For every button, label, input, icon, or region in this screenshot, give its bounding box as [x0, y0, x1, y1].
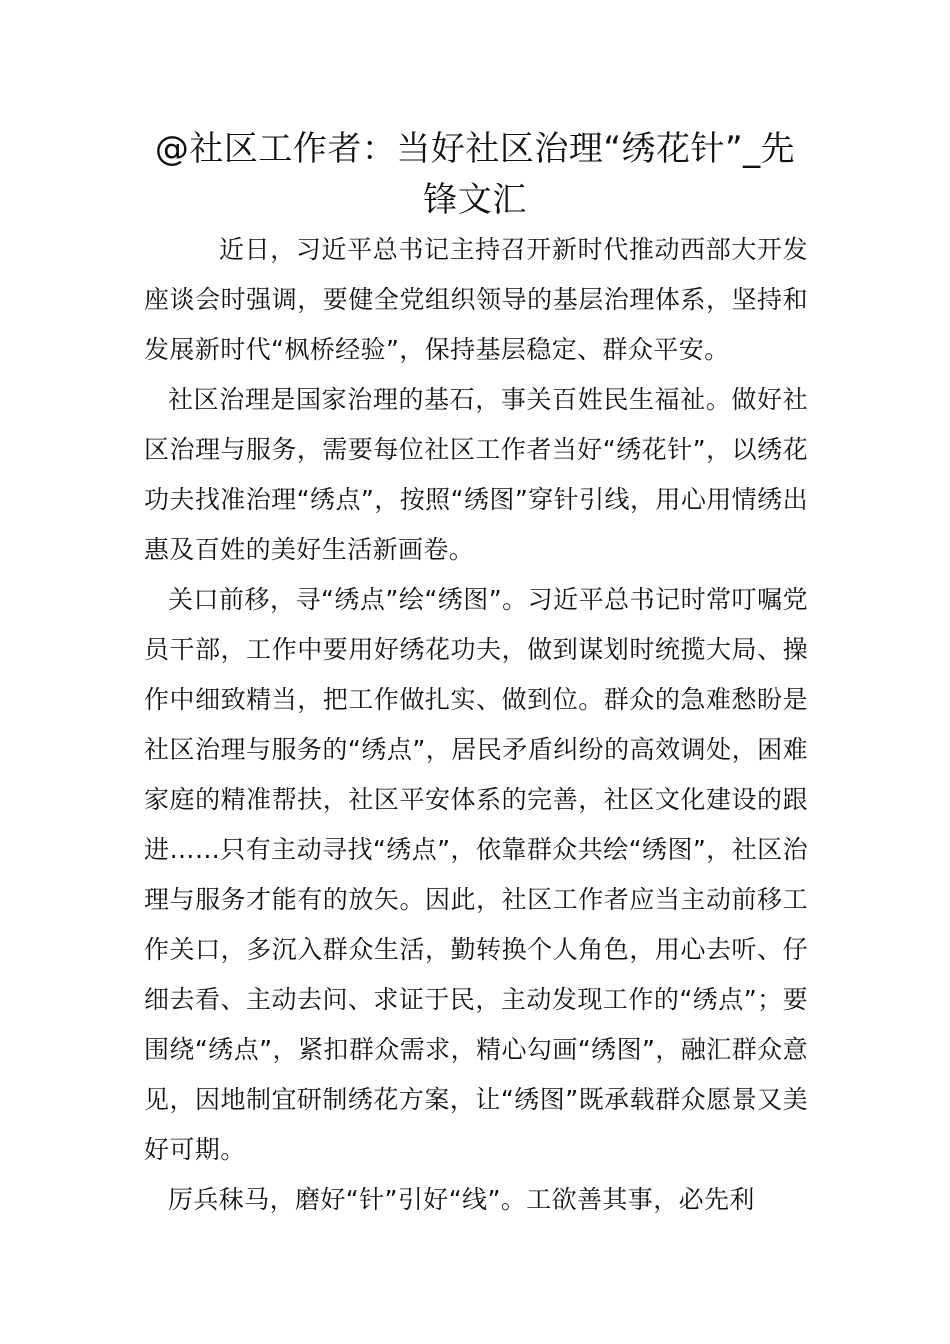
document-title: @社区工作者：当好社区治理“绣花针”_先锋文汇 [154, 129, 796, 220]
paragraph-2: 社区治理是国家治理的基石，事关百姓民生福祉。做好社区治理与服务，需要每位社区工作者当好“绣花针”，以绣花功夫找准治理“绣点”，按照“绣图”穿针引线，用心用情绣出惠及百姓的美好生活新画卷。 [144, 385, 808, 564]
paragraph-1: 近日，习近平总书记主持召开新时代推动西部大开发座谈会时强调，要健全党组织领导的基层治理体系，坚持和发展新时代“枫桥经验”，保持基层稳定、群众平安。 [144, 235, 808, 364]
document-body [144, 225, 808, 1225]
paragraph-4: 厉兵秣马，磨好“针”引好“线”。工欲善其事，必先利 [168, 1185, 755, 1214]
paragraph-3: 关口前移，寻“绣点”绘“绣图”。习近平总书记时常叮嘱党员干部，工作中要用好绣花功夫，做到谋划时统揽大局、操作中细致精当，把工作做扎实、做到位。群众的急难愁盼是社区治理与服务的“绣点”，居民矛盾纠纷的高效调处，困难家庭的精准帮扶，社区平安体系的完善，社区文化建设的跟进……只有主动寻找“绣点”，依靠群众共绘“绣图”，社区治理与服务才能有的放矢。因此，社区工作者应当主动前移工作关口，多沉入群众生活，勤转换个人角色，用心去听、仔细去看、主动去问、求证于民，主动发现工作的“绣点”；要围绕“绣点”，紧扣群众需求，精心勾画“绣图”，融汇群众意见，因地制宜研制绣花方案，让“绣图”既承载群众愿景又美好可期。 [144, 585, 808, 1164]
